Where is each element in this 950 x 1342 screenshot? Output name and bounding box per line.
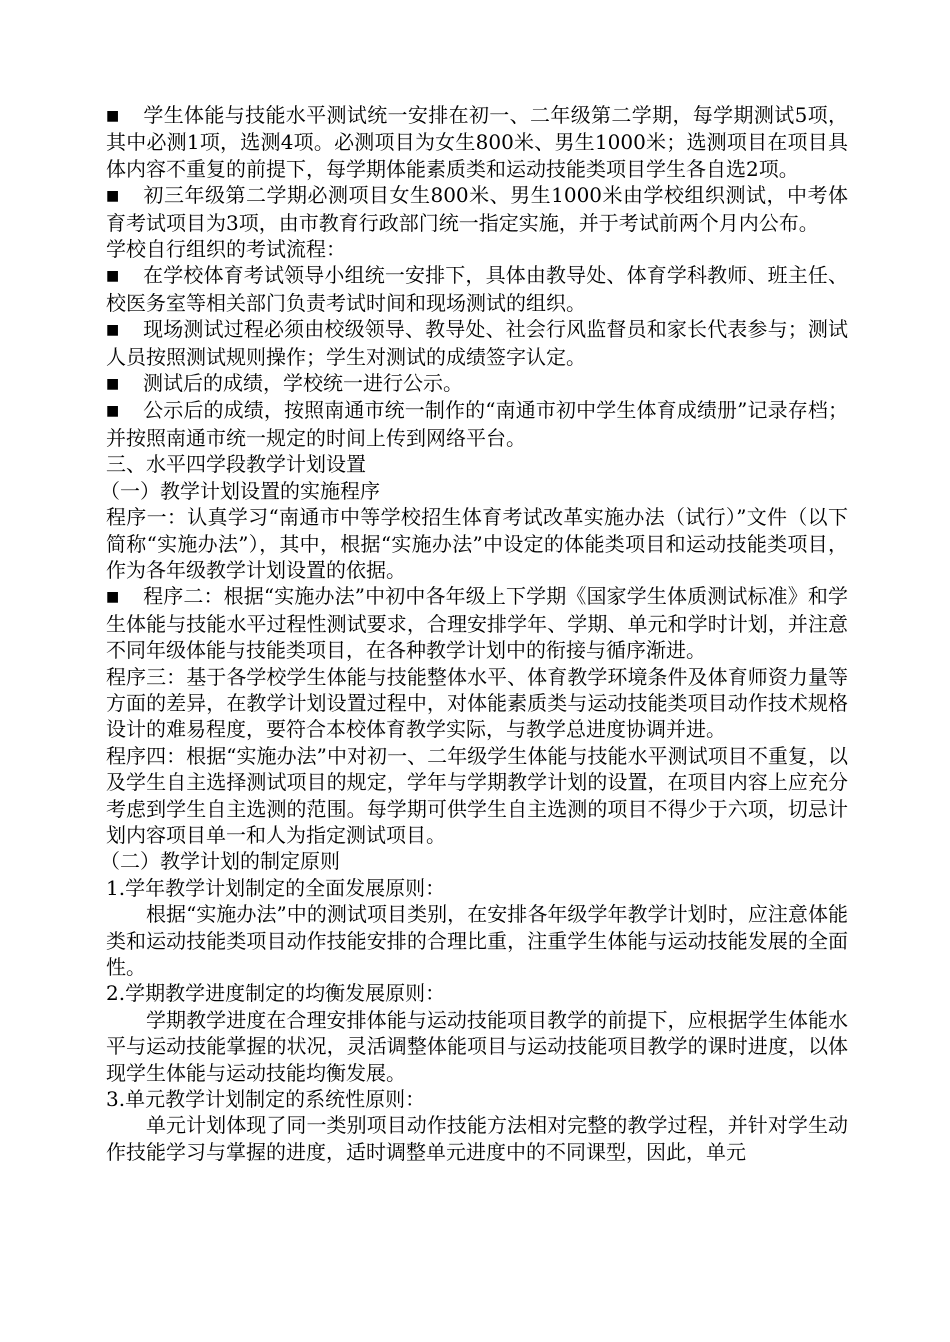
subsection-heading: （一）教学计划设置的实施程序 bbox=[100, 478, 380, 503]
paragraph: ■ 测试后的成绩，学校统一进行公示。 bbox=[106, 370, 848, 397]
paragraph: 程序一：认真学习“南通市中等学校招生体育考试改革实施办法（试行）”文件（以下简称“实施办法”），其中，根据“实施办法”中设定的体能类项目和运动技能类项目，作为各年级教学计划设置的依据。 bbox=[106, 505, 848, 582]
paragraph: 根据“实施办法”中的测试项目类别，在安排各年级学年教学计划时，应注意体能类和运动技能类项目动作技能安排的合理比重，注重学生体能与运动技能发展的全面性。 bbox=[106, 902, 848, 979]
paragraph: 程序三：基于各学校学生体能与技能整体水平、体育教学环境条件及体育师资力量等方面的差异，在教学计划设置过程中，对体能素质类与运动技能类项目动作技术规格设计的难易程度，要符合本校体育教学实际，与教学总进度协调并进。 bbox=[106, 664, 848, 742]
principle-heading: 1.学年教学计划制定的全面发展原则： bbox=[106, 875, 446, 900]
paragraph: ■ 公示后的成绩，按照南通市统一制作的“南通市初中学生体育成绩册”记录存档；并按照南通市统一规定的时间上传到网络平台。 bbox=[106, 397, 848, 451]
paragraph: ■ 现场测试过程必须由校级领导、教导处、社会行风监督员和家长代表参与；测试人员按照测试规则操作；学生对测试的成绩签字认定。 bbox=[106, 316, 848, 370]
document-page bbox=[100, 102, 848, 1165]
paragraph: 学期教学进度在合理安排体能与运动技能项目教学的前提下，应根据学生体能水平与运动技能掌握的状况，灵活调整体能项目与运动技能项目教学的课时进度，以体现学生体能与运动技能均衡发展。 bbox=[106, 1007, 848, 1085]
principle-heading: 2.学期教学进度制定的均衡发展原则： bbox=[106, 981, 446, 1006]
paragraph: ■ 程序二：根据“实施办法”中初中各年级上下学期《国家学生体质测试标准》和学生体能与技能水平过程性测试要求，合理安排学年、学期、单元和学时计划，并注意不同年级体能与技能类项目，在各种教学计划中的衔接与循序渐进。 bbox=[106, 583, 848, 663]
paragraph: 单元计划体现了同一类别项目动作技能方法相对完整的教学过程，并针对学生动作技能学习与掌握的进度，适时调整单元进度中的不同课型，因此，单元 bbox=[106, 1113, 848, 1164]
paragraph: 学校自行组织的考试流程： bbox=[106, 237, 346, 262]
section-heading: 三、水平四学段教学计划设置 bbox=[106, 452, 366, 477]
paragraph: 程序四：根据“实施办法”中对初一、二年级学生体能与技能水平测试项目不重复，以及学生自主选择测试项目的规定，学年与学期教学计划的设置，在项目内容上应充分考虑到学生自主选测的范围。每学期可供学生自主选测的项目不得少于六项，切忌计划内容项目单一和人为指定测试项目。 bbox=[106, 743, 848, 847]
paragraph: ■ 学生体能与技能水平测试统一安排在初一、二年级第二学期，每学期测试5项，其中必测1项，选测4项。必测项目为女生800米、男生1000米；选测项目在项目具体内容不重复的前提下，每学期体能素质类和运动技能类项目学生各自选2项。 bbox=[106, 102, 848, 182]
paragraph: ■ 初三年级第二学期必测项目女生800米、男生1000米由学校组织测试，中考体育考试项目为3项，由市教育行政部门统一指定实施，并于考试前两个月内公布。 bbox=[106, 182, 848, 236]
principle-heading: 3.单元教学计划制定的系统性原则： bbox=[106, 1087, 426, 1112]
paragraph: ■ 在学校体育考试领导小组统一安排下，具体由教导处、体育学科教师、班主任、校医务室等相关部门负责考试时间和现场测试的组织。 bbox=[106, 262, 848, 316]
subsection-heading: （二）教学计划的制定原则 bbox=[100, 849, 340, 874]
